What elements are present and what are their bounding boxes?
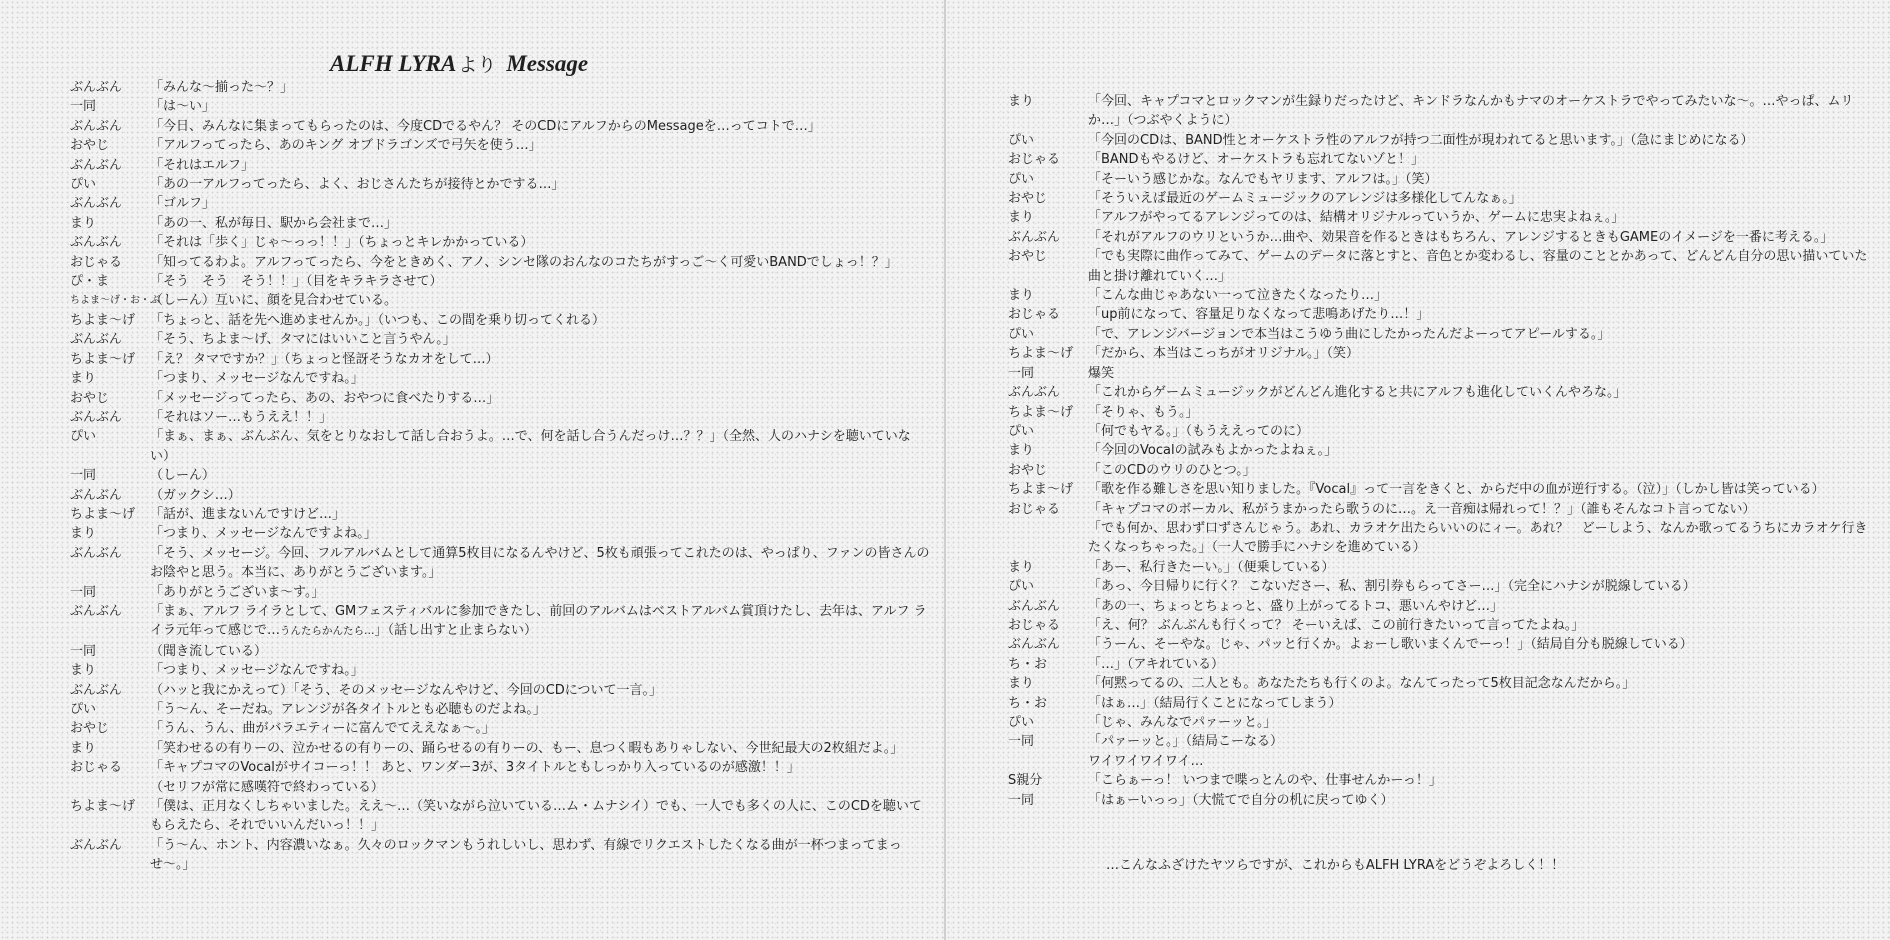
dialogue-text bbox=[1088, 228, 1876, 247]
dialogue-text-main: 「あっ、今日帰りに行く？ こないださー、私、割引券もらってさー…」（完全にハナシが脱線している） bbox=[1088, 579, 1696, 595]
speaker-name: ぶんぶん bbox=[1008, 598, 1061, 614]
dialogue-text bbox=[150, 97, 930, 116]
dialogue-text-main: 「up前になって、容量足りなくなって悲鳴あげたり…！」 bbox=[1088, 307, 1430, 323]
dialogue-line bbox=[1008, 189, 1876, 208]
dialogue-line bbox=[1008, 771, 1876, 790]
dialogue-text-main: 爆笑 bbox=[1088, 365, 1115, 381]
speaker-name: 一同 bbox=[70, 468, 97, 484]
dialogue-text bbox=[1088, 597, 1876, 616]
speaker-name: ちよま〜げ・お・ぶ bbox=[70, 295, 160, 307]
dialogue-text bbox=[150, 350, 930, 369]
dialogue-line bbox=[70, 175, 930, 194]
dialogue-text bbox=[150, 466, 930, 485]
dialogue-text-main: 「でも実際に曲作ってみて、ゲームのデータに落とすと、音色とか変わるし、容量のこととかあって、どんどん自分の思い描いていた曲と掛け離れていく…」 bbox=[1088, 249, 1868, 284]
speaker-name: まり bbox=[70, 215, 97, 231]
speaker-name: まり bbox=[1008, 210, 1035, 226]
dialogue-text-main: 「はぁーいっっ」（大慌てで自分の机に戻ってゆく） bbox=[1088, 792, 1394, 808]
dialogue-text bbox=[1088, 208, 1876, 227]
dialogue-line bbox=[70, 642, 930, 661]
left-page bbox=[0, 0, 944, 940]
dialogue-line bbox=[1008, 558, 1876, 577]
dialogue-line bbox=[70, 233, 930, 252]
dialogue-line bbox=[1008, 208, 1876, 227]
speaker-name: まり bbox=[70, 371, 97, 387]
dialogue-text bbox=[1088, 694, 1876, 713]
dialogue-text-main: 「このCDのウリのひとつ。」 bbox=[1088, 462, 1256, 478]
dialogue-line bbox=[1008, 577, 1876, 596]
dialogue-text bbox=[150, 797, 930, 836]
dialogue-line bbox=[1008, 752, 1876, 771]
dialogue-text bbox=[150, 136, 930, 155]
dialogue-line bbox=[1008, 441, 1876, 460]
speaker-name: 一同 bbox=[70, 99, 97, 115]
dialogue-line bbox=[1008, 170, 1876, 189]
dialogue-line bbox=[1008, 655, 1876, 674]
speaker-name: ぶんぶん bbox=[70, 196, 123, 212]
dialogue-text-main: 「え？ タマですか？」（ちょっと怪訝そうなカオをして…） bbox=[150, 351, 499, 367]
speaker-name: ちよま〜げ bbox=[70, 351, 136, 367]
dialogue-text-main: 「ありがとうございま〜す。」 bbox=[150, 584, 325, 600]
title-band-name: ALFH LYRA bbox=[330, 51, 457, 76]
dialogue-text-main: 「笑わせるの有りーの、泣かせるの有りーの、踊らせるの有りーの、もー、息つく暇もありゃしない、今世紀最大の2枚組だよ。」 bbox=[150, 740, 904, 756]
dialogue-line bbox=[70, 311, 930, 330]
dialogue-text bbox=[1088, 383, 1876, 402]
dialogue-line bbox=[1008, 500, 1876, 519]
dialogue-text-main: 「つまり、メッセージなんですね。」 bbox=[150, 663, 364, 679]
dialogue-line bbox=[70, 194, 930, 213]
speaker-name: ぶんぶん bbox=[1008, 385, 1061, 401]
dialogue-line bbox=[1008, 597, 1876, 616]
dialogue-text bbox=[1088, 635, 1876, 654]
dialogue-text-main: 「キャプコマのボーカル、私がうまかったら歌うのに…。え一音痴は帰れって！？」（誰もそんなコト言ってない） bbox=[1088, 501, 1756, 517]
dialogue-text-main: 「アルフがやってるアレンジってのは、結構オリジナルっていうか、ゲームに忠実よねぇ。」 bbox=[1088, 210, 1625, 226]
dialogue-text bbox=[1088, 403, 1876, 422]
dialogue-text-main: 「こらぁーっ！ いつまで喋っとんのや、仕事せんかーっ！」 bbox=[1088, 773, 1442, 789]
dialogue-text bbox=[150, 739, 930, 758]
dialogue-text bbox=[1088, 247, 1876, 286]
dialogue-line bbox=[70, 758, 930, 777]
dialogue-text bbox=[150, 369, 930, 388]
dialogue-text bbox=[150, 602, 930, 642]
speaker-name: おじゃる bbox=[1008, 152, 1061, 168]
dialogue-text bbox=[1088, 674, 1876, 693]
dialogue-text bbox=[150, 758, 930, 777]
dialogue-line bbox=[1008, 344, 1876, 363]
dialogue-text-main: 「ゴルフ」 bbox=[150, 196, 216, 212]
speaker-name: ぴい bbox=[1008, 326, 1035, 342]
dialogue-text bbox=[1088, 325, 1876, 344]
dialogue-line bbox=[1008, 616, 1876, 635]
dialogue-text-main: 「だから、本当はこっちがオリジナル。」（笑） bbox=[1088, 346, 1360, 362]
dialogue-line bbox=[70, 836, 930, 875]
dialogue-line bbox=[1008, 791, 1876, 810]
speaker-name: ぶんぶん bbox=[1008, 637, 1061, 653]
dialogue-text-aside: うんたらかんたら… bbox=[280, 625, 375, 638]
speaker-name: おじゃる bbox=[1008, 501, 1061, 517]
speaker-name: おじゃる bbox=[70, 254, 123, 270]
dialogue-text-main: 「話が、進まないんですけど…」 bbox=[150, 506, 346, 522]
dialogue-text-main: 「う〜ん、そーだね。アレンジが各タイトルとも必聴ものだよね。」 bbox=[150, 702, 546, 717]
dialogue-text-main: 「ちょっと、話を先へ進めませんか。」（いつも、この間を乗り切ってくれる） bbox=[150, 312, 606, 328]
dialogue-text-main: 「今回のCDは、BAND性とオーケストラ性のアルフが持つ二面性が現われてると思います。」（急にまじめになる） bbox=[1088, 132, 1754, 148]
dialogue-text-main: 「…」（アキれている） bbox=[1088, 656, 1224, 672]
dialogue-text-main: 「今回、キャプコマとロックマンが生録りだったけど、キンドラなんかもナマのオーケストラでやってみたいな〜。…やっぱ、ムリか…」（つぶやくように） bbox=[1088, 94, 1854, 129]
right-dialogue bbox=[1008, 92, 1876, 810]
dialogue-text-main: 「うーん、そーやな。じゃ、パッと行くか。よぉーし歌いまくんでーっ！」（結局自分も脱線している） bbox=[1088, 637, 1693, 653]
dialogue-line bbox=[1008, 713, 1876, 732]
speaker-name: ぶんぶん bbox=[70, 682, 123, 698]
speaker-name: まり bbox=[70, 740, 97, 756]
speaker-name: ぴ・ま bbox=[70, 274, 110, 290]
speaker-name: ちよま〜げ bbox=[70, 312, 136, 328]
dialogue-text-main: 「これからゲームミュージックがどんどん進化すると共にアルフも進化していくんやろな。」 bbox=[1088, 385, 1627, 401]
dialogue-text bbox=[1088, 577, 1876, 596]
dialogue-line bbox=[1008, 228, 1876, 247]
dialogue-text-main: 「パァーッと。」（結局こーなる） bbox=[1088, 734, 1284, 750]
dialogue-text bbox=[1088, 655, 1876, 674]
dialogue-line bbox=[1008, 286, 1876, 305]
speaker-name: ぴい bbox=[70, 429, 97, 445]
speaker-name: 一同 bbox=[1008, 734, 1035, 750]
dialogue-text-main: 「そういえば最近のゲームミュージックのアレンジは多様化してんなぁ。」 bbox=[1088, 191, 1522, 207]
dialogue-line bbox=[1008, 635, 1876, 654]
dialogue-line bbox=[70, 505, 930, 524]
dialogue-text bbox=[150, 681, 930, 700]
dialogue-text bbox=[150, 408, 930, 427]
dialogue-line bbox=[70, 156, 930, 175]
dialogue-line bbox=[70, 427, 930, 466]
speaker-name: おじゃる bbox=[1008, 617, 1061, 633]
dialogue-text bbox=[150, 156, 930, 175]
dialogue-text-main: 「あの一、ちょっとちょっと、盛り上がってるトコ、悪いんやけど…」 bbox=[1088, 598, 1503, 614]
dialogue-text bbox=[150, 78, 930, 97]
dialogue-text-main: 「知ってるわよ。アルフってったら、今をときめく、アノ、シンセ隊のおんなのコたちがすっご〜く可愛いBANDでしょっ！？」 bbox=[150, 254, 898, 270]
dialogue-line bbox=[1008, 247, 1876, 286]
title-message: Message bbox=[506, 51, 589, 76]
dialogue-text bbox=[1088, 558, 1876, 577]
speaker-name: ち・お bbox=[1008, 695, 1048, 711]
dialogue-text-main: 「みんな〜揃った〜？」 bbox=[150, 80, 294, 95]
dialogue-text bbox=[150, 272, 930, 291]
dialogue-line bbox=[1008, 403, 1876, 422]
dialogue-text bbox=[1088, 713, 1876, 732]
dialogue-text bbox=[150, 330, 930, 349]
dialogue-line bbox=[70, 272, 930, 291]
dialogue-text-main: 「はぁ…」（結局行くことになってしまう） bbox=[1088, 695, 1342, 711]
dialogue-text bbox=[150, 524, 930, 543]
dialogue-line bbox=[1008, 150, 1876, 169]
dialogue-text bbox=[1088, 771, 1876, 790]
speaker-name: ぶんぶん bbox=[70, 409, 123, 425]
dialogue-line bbox=[70, 97, 930, 116]
dialogue-text bbox=[150, 836, 930, 875]
speaker-name: 一同 bbox=[1008, 365, 1035, 381]
speaker-name: ぴい bbox=[1008, 579, 1035, 595]
speaker-name: おじゃる bbox=[70, 760, 123, 776]
dialogue-text-main: 「じゃ、みんなでパァーッと。」 bbox=[1088, 715, 1277, 730]
dialogue-text bbox=[1088, 131, 1876, 150]
speaker-name: ちよま〜げ bbox=[1008, 346, 1074, 362]
dialogue-text bbox=[1088, 170, 1876, 189]
dialogue-line bbox=[70, 661, 930, 680]
speaker-name: まり bbox=[70, 526, 97, 542]
dialogue-line bbox=[70, 719, 930, 738]
dialogue-text bbox=[150, 700, 930, 719]
dialogue-text-main: （ハッと我にかえって）「そう、そのメッセージなんやけど、今回のCDについて一言。」 bbox=[150, 682, 663, 698]
dialogue-text bbox=[150, 661, 930, 680]
dialogue-line bbox=[1008, 325, 1876, 344]
dialogue-line bbox=[70, 408, 930, 427]
dialogue-text-main: 「BANDもやるけど、オーケストラも忘れてないゾと！」 bbox=[1088, 152, 1425, 168]
speaker-name: まり bbox=[1008, 288, 1035, 304]
right-page bbox=[946, 0, 1890, 940]
speaker-name: おやじ bbox=[1008, 191, 1048, 207]
speaker-name: ぶんぶん bbox=[70, 487, 123, 503]
speaker-name: おやじ bbox=[70, 390, 110, 406]
title-yori: より bbox=[458, 55, 497, 76]
dialogue-text bbox=[1088, 150, 1876, 169]
speaker-name: おやじ bbox=[1008, 249, 1048, 265]
dialogue-text-after: 」（話し出すと止まらない） bbox=[374, 623, 538, 639]
dialogue-text bbox=[150, 544, 930, 583]
speaker-name: おやじ bbox=[70, 138, 110, 154]
dialogue-line bbox=[1008, 364, 1876, 383]
dialogue-line bbox=[70, 291, 930, 310]
speaker-name: ぶんぶん bbox=[70, 235, 123, 251]
dialogue-text bbox=[1088, 364, 1876, 383]
dialogue-text-main: 「それはソー…もうええ！！」 bbox=[150, 409, 333, 425]
dialogue-line bbox=[70, 681, 930, 700]
dialogue-text bbox=[1088, 461, 1876, 480]
dialogue-text bbox=[150, 389, 930, 408]
dialogue-text-main: （しーん）互いに、顔を見合わせている。 bbox=[150, 293, 398, 309]
dialogue-text bbox=[150, 778, 930, 797]
dialogue-text-main: 「それは「歩く」じゃ〜っっ！！」（ちょっとキレかかっている） bbox=[150, 235, 534, 251]
dialogue-text-main: 「僕は、正月なくしちゃいました。ええ〜…（笑いながら泣いている…ム・ムナシイ）でも、一人でも多くの人に、このCDを聴いてもらえたら、それでいいんだいっ！！」 bbox=[150, 799, 922, 834]
dialogue-text-main: 「何黙ってるの、二人とも。あなたたちも行くのよ。なんてったって5枚目記念なんだから。」 bbox=[1088, 676, 1636, 692]
speaker-name: ぶんぶん bbox=[70, 80, 123, 95]
dialogue-line bbox=[70, 136, 930, 155]
dialogue-text bbox=[1088, 441, 1876, 460]
dialogue-text bbox=[150, 311, 930, 330]
dialogue-line bbox=[70, 583, 930, 602]
dialogue-line bbox=[70, 78, 930, 97]
dialogue-line bbox=[70, 524, 930, 543]
dialogue-text-main: 「そう、ちよま〜げ、タマにはいいこと言うやん。」 bbox=[150, 332, 456, 348]
dialogue-line bbox=[70, 739, 930, 758]
closing-message: …こんなふざけたヤツらですが、これからもALFH LYRAをどうぞよろしく！！ bbox=[1106, 858, 1565, 873]
dialogue-text-main: 「それがアルフのウリというか…曲や、効果音を作るときはもちろん、アレンジするときもGAMEのイメージを一番に考える。」 bbox=[1088, 229, 1834, 245]
speaker-name: 一同 bbox=[70, 584, 97, 600]
dialogue-text-main: 「今回のVocalの試みもよかったよねぇ。」 bbox=[1088, 443, 1338, 459]
speaker-name: まり bbox=[1008, 443, 1035, 459]
dialogue-line bbox=[70, 253, 930, 272]
speaker-name: ぶんぶん bbox=[70, 118, 123, 134]
dialogue-text bbox=[150, 505, 930, 524]
dialogue-text-main: 「でも何か、思わず口ずさんじゃう。あれ、カラオケ出たらいいのにィー。あれ？ どーしよう、なんか歌ってるうちにカラオケ行きたくなっちゃった。」（一人で勝手にハナシを進めている） bbox=[1088, 520, 1868, 556]
dialogue-text bbox=[1088, 616, 1876, 635]
dialogue-text bbox=[1088, 500, 1876, 519]
dialogue-text-main: 「それはエルフ」 bbox=[150, 157, 255, 173]
speaker-name: ちよま〜げ bbox=[1008, 404, 1074, 420]
dialogue-text-main: 「そーいう感じかな。なんでもヤリます、アルフは。」（笑） bbox=[1088, 171, 1438, 187]
dialogue-line bbox=[1008, 131, 1876, 150]
dialogue-text-main: 「うん、うん、曲がバラエティーに富んでてええなぁ〜。」 bbox=[150, 721, 496, 737]
speaker-name: ち・お bbox=[1008, 656, 1048, 672]
speaker-name: ちよま〜げ bbox=[70, 799, 136, 815]
dialogue-line bbox=[70, 602, 930, 642]
dialogue-line bbox=[70, 778, 930, 797]
left-dialogue bbox=[70, 78, 930, 875]
speaker-name: ぴい bbox=[1008, 171, 1035, 187]
speaker-name: 一同 bbox=[70, 643, 97, 659]
dialogue-text bbox=[150, 214, 930, 233]
speaker-name: S親分 bbox=[1008, 773, 1043, 789]
speaker-name: ぴい bbox=[1008, 423, 1035, 439]
dialogue-line bbox=[70, 700, 930, 719]
speaker-name: 一同 bbox=[1008, 792, 1035, 808]
dialogue-line bbox=[70, 486, 930, 505]
dialogue-text bbox=[1088, 519, 1876, 558]
dialogue-line bbox=[70, 797, 930, 836]
dialogue-line bbox=[1008, 305, 1876, 324]
dialogue-line bbox=[1008, 422, 1876, 441]
speaker-name: ちよま〜げ bbox=[70, 506, 136, 522]
dialogue-text bbox=[1088, 305, 1876, 324]
dialogue-text bbox=[1088, 344, 1876, 363]
dialogue-text-main: 「つまり、メッセージなんですよね。」 bbox=[150, 526, 377, 542]
speaker-name: ぴい bbox=[1008, 715, 1035, 730]
dialogue-text-main: 「キャプコマのVocalがサイコーっ！！ あと、ワンダー3が、3タイトルともしっかり入っているのが感激！！」 bbox=[150, 760, 800, 776]
dialogue-text bbox=[1088, 732, 1876, 751]
dialogue-text-main: 「こんな曲じゃあない一って泣きたくなったり…」 bbox=[1088, 288, 1388, 304]
dialogue-text bbox=[150, 117, 930, 136]
dialogue-text bbox=[150, 719, 930, 738]
dialogue-line bbox=[70, 330, 930, 349]
speaker-name: ちよま〜げ bbox=[1008, 482, 1074, 498]
dialogue-text bbox=[150, 194, 930, 213]
dialogue-text-main: 「そう、メッセージ。今回、フルアルバムとして通算5枚目になるんやけど、5枚も頑張ってこれたのは、やっぱり、ファンの皆さんのお陰やと思う。本当に、ありがとうございます。」 bbox=[150, 545, 930, 581]
speaker-name: ぴい bbox=[70, 702, 97, 717]
dialogue-text-main: 「まぁ、アルフ ライラとして、GMフェスティバルに参加できたし、前回のアルバムはベストアルバム賞頂けたし、去年は、アルフ ライラ元年って感じで… bbox=[150, 603, 927, 639]
speaker-name: ぴい bbox=[1008, 132, 1035, 148]
dialogue-line bbox=[1008, 674, 1876, 693]
dialogue-line bbox=[1008, 694, 1876, 713]
dialogue-line bbox=[1008, 383, 1876, 402]
dialogue-line bbox=[1008, 92, 1876, 131]
dialogue-text-main: （聞き流している） bbox=[150, 643, 268, 659]
dialogue-line bbox=[1008, 480, 1876, 499]
dialogue-text bbox=[150, 233, 930, 252]
dialogue-text bbox=[150, 486, 930, 505]
dialogue-line bbox=[1008, 519, 1876, 558]
dialogue-line bbox=[70, 544, 930, 583]
dialogue-line bbox=[70, 214, 930, 233]
dialogue-text bbox=[1088, 92, 1876, 131]
speaker-name: まり bbox=[1008, 94, 1035, 109]
dialogue-text bbox=[1088, 189, 1876, 208]
dialogue-text bbox=[150, 291, 930, 310]
dialogue-text bbox=[1088, 422, 1876, 441]
dialogue-line bbox=[1008, 461, 1876, 480]
dialogue-text-main: 「アルフってったら、あのキング オブドラゴンズで弓矢を使う…」 bbox=[150, 138, 542, 154]
speaker-name: おじゃる bbox=[1008, 307, 1061, 323]
dialogue-text-main: 「そう そう そう！！」（目をキラキラさせて） bbox=[150, 274, 443, 290]
speaker-name: まり bbox=[70, 663, 97, 679]
dialogue-text-main: 「今日、みんなに集まってもらったのは、今度CDでるやん？ そのCDにアルフからのMessageを…ってコトで…」 bbox=[150, 118, 821, 134]
dialogue-line bbox=[70, 466, 930, 485]
speaker-name: ぶんぶん bbox=[70, 332, 123, 348]
dialogue-text bbox=[1088, 286, 1876, 305]
dialogue-text bbox=[150, 175, 930, 194]
dialogue-text-main: 「まぁ、まぁ、ぶんぶん、気をとりなおして話し合おうよ。…で、何を話し合うんだっけ…？？」（全然、人のハナシを聴いていない） bbox=[150, 429, 911, 464]
dialogue-text bbox=[1088, 752, 1876, 771]
dialogue-text-main: （ガックシ…） bbox=[150, 487, 241, 503]
speaker-name: おやじ bbox=[1008, 462, 1048, 478]
dialogue-text-main: 「あの一アルフってったら、よく、おじさんたちが接待とかでする…」 bbox=[150, 177, 565, 193]
dialogue-text-main: 「う〜ん、ホント、内容濃いなぁ。久々のロックマンもうれしいし、思わず、有線でリクエストしたくなる曲が一杯つまってまっせ〜。」 bbox=[150, 837, 902, 873]
dialogue-text bbox=[150, 427, 930, 466]
speaker-name: ぶんぶん bbox=[1008, 229, 1061, 245]
page-title bbox=[330, 50, 588, 77]
dialogue-text-main: （しーん） bbox=[150, 468, 216, 484]
dialogue-text-main: 「あー、私行きたーい。」（便乗している） bbox=[1088, 559, 1335, 575]
speaker-name: ぶんぶん bbox=[70, 837, 123, 853]
dialogue-text-main: 「何でもヤる。」（もうええってのに） bbox=[1088, 423, 1310, 439]
dialogue-text-main: 「え、何？ ぶんぶんも行くって？ そーいえば、この前行きたいって言ってたよね。」 bbox=[1088, 617, 1585, 633]
dialogue-text-main: 「歌を作る難しさを思い知りました。『Vocal』って一言をきくと、からだ中の血が逆行する。（泣）」（しかし皆は笑っている） bbox=[1088, 482, 1825, 498]
speaker-name: まり bbox=[1008, 559, 1035, 575]
dialogue-text bbox=[150, 253, 930, 272]
dialogue-line bbox=[70, 369, 930, 388]
speaker-name: ぶんぶん bbox=[70, 157, 123, 173]
dialogue-line bbox=[70, 389, 930, 408]
dialogue-text-main: 「あの一、私が毎日、駅から会社まで…」 bbox=[150, 215, 398, 231]
speaker-name: ぶんぶん bbox=[70, 545, 123, 561]
speaker-name: ぶんぶん bbox=[70, 603, 123, 619]
dialogue-text-main: 「つまり、メッセージなんですね。」 bbox=[150, 371, 364, 387]
dialogue-text-main: （セリフが常に感嘆符で終わっている） bbox=[150, 779, 384, 795]
speaker-name: まり bbox=[1008, 676, 1035, 692]
dialogue-text-main: 「で、アレンジバージョンで本当はこうゆう曲にしたかったんだよーってアピールする。」 bbox=[1088, 326, 1611, 342]
speaker-name: ぴい bbox=[70, 177, 97, 193]
speaker-name: おやじ bbox=[70, 721, 110, 737]
dialogue-text-main: 「そりゃ、もう。」 bbox=[1088, 404, 1199, 420]
dialogue-text-main: 「メッセージってったら、あの、おやつに食べたりする…」 bbox=[150, 390, 500, 406]
dialogue-line bbox=[1008, 732, 1876, 751]
dialogue-line bbox=[70, 350, 930, 369]
dialogue-line bbox=[70, 117, 930, 136]
dialogue-text bbox=[1088, 791, 1876, 810]
dialogue-text-main: ワイワイワイワイ… bbox=[1088, 753, 1204, 769]
dialogue-text bbox=[150, 642, 930, 661]
dialogue-text bbox=[1088, 480, 1876, 499]
dialogue-text bbox=[150, 583, 930, 602]
dialogue-text-main: 「は〜い」 bbox=[150, 99, 216, 115]
